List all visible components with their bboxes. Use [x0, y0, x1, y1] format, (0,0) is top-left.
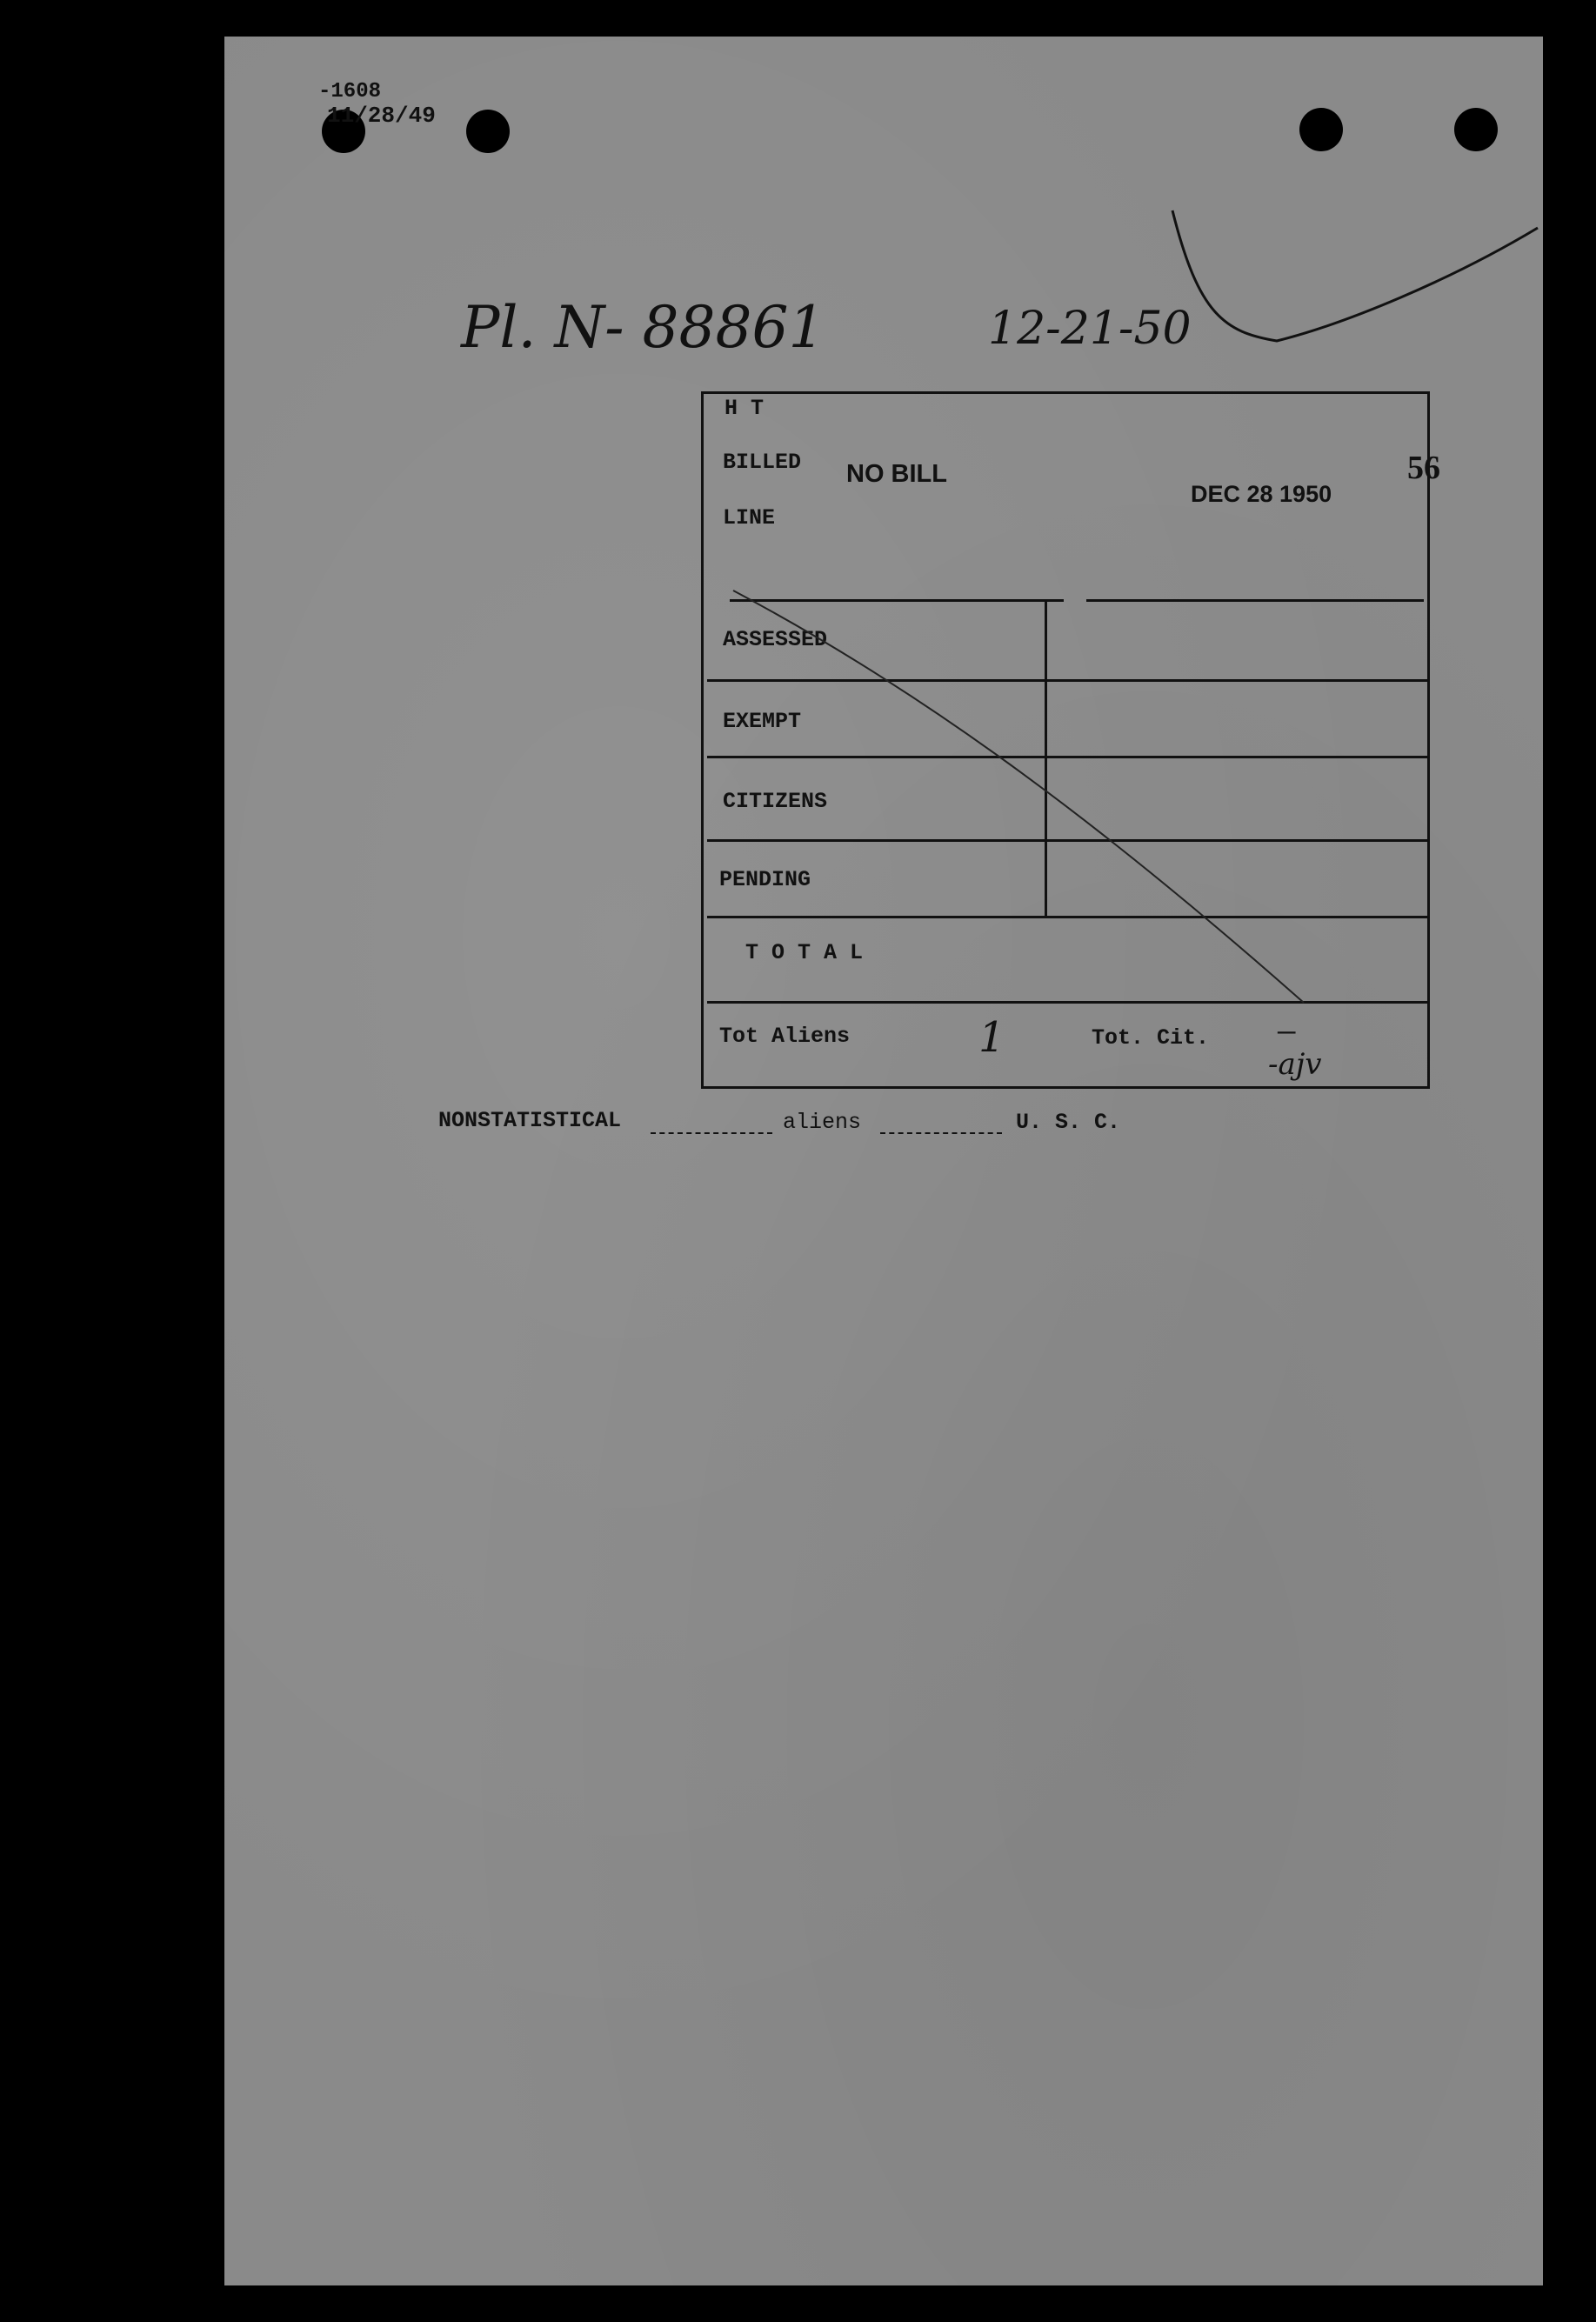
- no-bill-stamp: NO BILL: [846, 460, 947, 488]
- punch-hole: [466, 110, 510, 153]
- page-number: 56: [1407, 450, 1440, 486]
- statistics-form: [701, 391, 1430, 1089]
- date-stamp: DEC 28 1950: [1191, 481, 1332, 507]
- form-date: 11/28/49: [327, 103, 436, 129]
- punch-hole: [1454, 108, 1498, 151]
- ht-label: H T: [725, 396, 765, 421]
- initials: -ajv: [1268, 1047, 1322, 1082]
- pending-label: PENDING: [719, 867, 811, 892]
- strike-line: [704, 394, 1432, 1091]
- form-number: -1608: [318, 80, 382, 103]
- assessed-label: ASSESSED: [723, 627, 828, 652]
- tot-cit-label: Tot. Cit.: [1092, 1025, 1210, 1051]
- punch-hole: [1299, 108, 1343, 151]
- billed-label: BILLED: [723, 450, 802, 475]
- file-number: Pl. N- 88861: [461, 294, 825, 361]
- usc-label: U. S. C.: [1016, 1110, 1121, 1135]
- nonstatistical-label: NONSTATISTICAL: [438, 1108, 622, 1133]
- aliens-label: aliens: [783, 1110, 862, 1135]
- tot-aliens-label: Tot Aliens: [719, 1024, 851, 1049]
- line-label: LINE: [723, 505, 776, 530]
- check-mark-icon: [1164, 167, 1546, 384]
- document-page: [224, 37, 1543, 2285]
- tot-cit-value: —: [1278, 1017, 1296, 1050]
- tot-aliens-value: 1: [978, 1013, 1005, 1062]
- total-label: T O T A L: [745, 940, 864, 965]
- citizens-label: CITIZENS: [723, 789, 828, 814]
- handwritten-date: 12-21-50: [988, 303, 1192, 355]
- exempt-label: EXEMPT: [723, 709, 802, 734]
